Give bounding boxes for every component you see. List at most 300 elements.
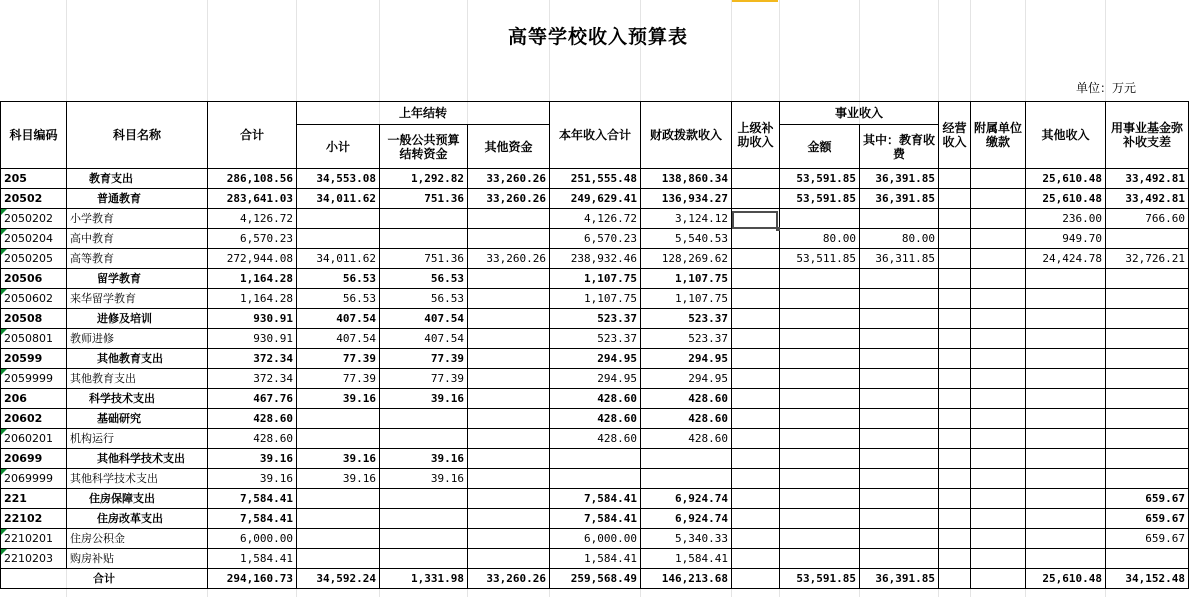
cell-value[interactable]: 659.67 [1106,489,1189,509]
cell-value[interactable] [1106,269,1189,289]
cell-value[interactable]: 56.53 [297,289,380,309]
cell-value[interactable] [780,529,860,549]
cell-value[interactable]: 39.16 [297,389,380,409]
cell-value[interactable]: 128,269.62 [641,249,732,269]
cell-value[interactable] [860,309,939,329]
cell-value[interactable]: 428.60 [641,389,732,409]
cell-value[interactable]: 5,540.53 [641,229,732,249]
cell-value[interactable] [468,349,550,369]
cell-code[interactable]: 2210203 [1,549,67,569]
cell-value[interactable]: 33,492.81 [1106,169,1189,189]
cell-value[interactable] [468,489,550,509]
header-other-income[interactable]: 其他收入 [1026,102,1106,169]
cell-value[interactable] [939,509,971,529]
cell-value[interactable]: 523.37 [641,309,732,329]
cell-value[interactable] [1106,389,1189,409]
cell-value[interactable] [971,329,1026,349]
cell-value[interactable] [297,489,380,509]
cell-value[interactable] [780,349,860,369]
cell-value[interactable] [939,489,971,509]
total-cell[interactable]: 34,592.24 [297,569,380,589]
cell-value[interactable] [1026,469,1106,489]
cell-value[interactable]: 6,000.00 [550,529,641,549]
cell-value[interactable] [468,509,550,529]
cell-name[interactable]: 小学教育 [67,209,208,229]
header-code[interactable]: 科目编码 [1,102,67,169]
cell-code[interactable]: 2050202 [1,209,67,229]
header-carryover-other[interactable]: 其他资金 [468,125,550,169]
cell-value[interactable] [468,229,550,249]
cell-value[interactable] [971,369,1026,389]
cell-value[interactable] [732,329,780,349]
cell-value[interactable] [380,549,468,569]
cell-value[interactable] [971,489,1026,509]
cell-name[interactable]: 购房补贴 [67,549,208,569]
cell-value[interactable] [860,549,939,569]
cell-value[interactable]: 1,584.41 [641,549,732,569]
cell-value[interactable] [939,309,971,329]
cell-name[interactable]: 其他科学技术支出 [67,449,208,469]
cell-value[interactable]: 56.53 [380,269,468,289]
cell-value[interactable]: 286,108.56 [208,169,297,189]
cell-code[interactable]: 2050801 [1,329,67,349]
cell-value[interactable] [1026,269,1106,289]
cell-value[interactable] [297,429,380,449]
cell-value[interactable]: 7,584.41 [550,509,641,529]
header-carryover-general[interactable]: 一般公共预算结转资金 [380,125,468,169]
cell-name[interactable]: 教育支出 [67,169,208,189]
cell-value[interactable]: 39.16 [208,469,297,489]
cell-code[interactable]: 2069999 [1,469,67,489]
cell-value[interactable] [780,409,860,429]
cell-value[interactable]: 34,553.08 [297,169,380,189]
cell-value[interactable]: 1,584.41 [208,549,297,569]
cell-value[interactable]: 53,511.85 [780,249,860,269]
cell-name[interactable]: 来华留学教育 [67,289,208,309]
cell-value[interactable] [1106,289,1189,309]
cell-name[interactable]: 住房保障支出 [67,489,208,509]
cell-value[interactable] [971,549,1026,569]
cell-code[interactable]: 2059999 [1,369,67,389]
cell-value[interactable] [939,389,971,409]
cell-value[interactable] [380,429,468,449]
cell-name[interactable]: 高等教育 [67,249,208,269]
cell-value[interactable] [641,469,732,489]
cell-value[interactable] [860,209,939,229]
cell-value[interactable]: 1,164.28 [208,269,297,289]
total-label[interactable]: 合计 [1,569,208,589]
cell-value[interactable]: 236.00 [1026,209,1106,229]
cell-value[interactable] [780,429,860,449]
cell-value[interactable]: 39.16 [297,449,380,469]
cell-name[interactable]: 住房改革支出 [67,509,208,529]
cell-value[interactable] [550,469,641,489]
cell-value[interactable] [1026,429,1106,449]
cell-name[interactable]: 进修及培训 [67,309,208,329]
cell-value[interactable]: 428.60 [550,429,641,449]
cell-value[interactable]: 39.16 [380,469,468,489]
cell-value[interactable]: 428.60 [208,409,297,429]
cell-value[interactable]: 34,011.62 [297,189,380,209]
cell-value[interactable]: 4,126.72 [208,209,297,229]
cell-value[interactable] [780,209,860,229]
cell-value[interactable]: 56.53 [380,289,468,309]
cell-value[interactable] [780,289,860,309]
cell-value[interactable] [860,289,939,309]
cell-value[interactable] [1026,409,1106,429]
cell-value[interactable] [468,549,550,569]
cell-value[interactable] [732,369,780,389]
cell-value[interactable] [380,209,468,229]
cell-value[interactable]: 407.54 [297,309,380,329]
cell-value[interactable] [780,369,860,389]
cell-value[interactable] [971,509,1026,529]
cell-value[interactable] [939,369,971,389]
cell-value[interactable] [939,409,971,429]
cell-value[interactable] [380,489,468,509]
cell-value[interactable]: 467.76 [208,389,297,409]
cell-value[interactable]: 372.34 [208,369,297,389]
cell-value[interactable]: 659.67 [1106,529,1189,549]
cell-value[interactable]: 33,260.26 [468,169,550,189]
cell-name[interactable]: 其他教育支出 [67,349,208,369]
cell-value[interactable]: 428.60 [208,429,297,449]
cell-value[interactable] [939,349,971,369]
cell-value[interactable] [971,469,1026,489]
cell-value[interactable] [780,389,860,409]
cell-value[interactable] [780,449,860,469]
cell-value[interactable]: 766.60 [1106,209,1189,229]
cell-value[interactable]: 283,641.03 [208,189,297,209]
cell-code[interactable]: 20599 [1,349,67,369]
cell-value[interactable] [732,229,780,249]
cell-value[interactable]: 24,424.78 [1026,249,1106,269]
header-operating[interactable]: 经营收入 [939,102,971,169]
cell-value[interactable] [971,269,1026,289]
cell-value[interactable]: 39.16 [297,469,380,489]
cell-value[interactable] [732,489,780,509]
cell-value[interactable]: 77.39 [380,369,468,389]
cell-value[interactable] [732,469,780,489]
cell-value[interactable]: 1,107.75 [550,289,641,309]
cell-value[interactable]: 7,584.41 [208,489,297,509]
cell-value[interactable]: 930.91 [208,329,297,349]
cell-value[interactable]: 272,944.08 [208,249,297,269]
cell-name[interactable]: 高中教育 [67,229,208,249]
cell-value[interactable] [939,269,971,289]
cell-value[interactable] [468,269,550,289]
cell-value[interactable]: 6,924.74 [641,509,732,529]
cell-value[interactable] [468,329,550,349]
cell-value[interactable] [1106,409,1189,429]
cell-value[interactable] [780,489,860,509]
cell-value[interactable] [468,469,550,489]
cell-value[interactable]: 77.39 [297,349,380,369]
cell-value[interactable] [1026,289,1106,309]
cell-code[interactable]: 20602 [1,409,67,429]
cell-code[interactable]: 2210201 [1,529,67,549]
cell-value[interactable]: 36,311.85 [860,249,939,269]
cell-value[interactable] [939,289,971,309]
cell-value[interactable]: 251,555.48 [550,169,641,189]
cell-value[interactable] [1026,309,1106,329]
cell-value[interactable] [860,329,939,349]
cell-value[interactable] [732,409,780,429]
cell-name[interactable]: 教师进修 [67,329,208,349]
cell-value[interactable] [380,409,468,429]
header-business-edu[interactable]: 其中：教育收费 [860,125,939,169]
cell-value[interactable] [297,409,380,429]
cell-value[interactable] [732,549,780,569]
cell-value[interactable] [297,209,380,229]
header-year-total[interactable]: 本年收入合计 [550,102,641,169]
cell-value[interactable]: 428.60 [641,429,732,449]
cell-value[interactable]: 294.95 [641,349,732,369]
cell-value[interactable] [971,229,1026,249]
cell-value[interactable] [550,449,641,469]
cell-value[interactable] [732,349,780,369]
cell-value[interactable] [380,529,468,549]
cell-value[interactable]: 39.16 [380,389,468,409]
cell-value[interactable] [297,529,380,549]
cell-value[interactable] [468,369,550,389]
cell-value[interactable] [732,529,780,549]
header-carryover[interactable]: 上年结转 [297,102,550,125]
cell-value[interactable] [1026,329,1106,349]
cell-value[interactable]: 34,011.62 [297,249,380,269]
cell-value[interactable] [939,449,971,469]
cell-value[interactable] [732,449,780,469]
cell-value[interactable]: 136,934.27 [641,189,732,209]
cell-value[interactable]: 3,124.12 [641,209,732,229]
cell-value[interactable]: 6,000.00 [208,529,297,549]
cell-value[interactable] [860,369,939,389]
cell-value[interactable] [1106,349,1189,369]
cell-value[interactable]: 294.95 [550,369,641,389]
cell-value[interactable] [860,469,939,489]
header-business-amount[interactable]: 金额 [780,125,860,169]
total-cell[interactable]: 146,213.68 [641,569,732,589]
cell-value[interactable] [1106,329,1189,349]
cell-value[interactable] [380,509,468,529]
cell-value[interactable]: 4,126.72 [550,209,641,229]
cell-value[interactable] [641,449,732,469]
header-fiscal[interactable]: 财政拨款收入 [641,102,732,169]
header-superior[interactable]: 上级补助收入 [732,102,780,169]
cell-code[interactable]: 2050204 [1,229,67,249]
cell-value[interactable]: 249,629.41 [550,189,641,209]
cell-value[interactable]: 949.70 [1026,229,1106,249]
cell-value[interactable] [860,389,939,409]
cell-value[interactable] [380,229,468,249]
cell-code[interactable]: 205 [1,169,67,189]
cell-value[interactable]: 80.00 [780,229,860,249]
cell-value[interactable]: 523.37 [550,329,641,349]
cell-value[interactable]: 39.16 [380,449,468,469]
total-cell[interactable] [971,569,1026,589]
cell-value[interactable]: 523.37 [550,309,641,329]
cell-value[interactable]: 930.91 [208,309,297,329]
cell-value[interactable] [732,509,780,529]
selected-cell[interactable] [732,211,778,229]
cell-value[interactable] [1026,549,1106,569]
cell-name[interactable]: 基础研究 [67,409,208,429]
cell-value[interactable]: 1,107.75 [641,289,732,309]
cell-value[interactable] [1106,369,1189,389]
cell-code[interactable]: 20508 [1,309,67,329]
cell-value[interactable] [939,209,971,229]
cell-name[interactable]: 留学教育 [67,269,208,289]
cell-value[interactable]: 7,584.41 [550,489,641,509]
cell-value[interactable]: 53,591.85 [780,189,860,209]
cell-name[interactable]: 普通教育 [67,189,208,209]
cell-value[interactable] [860,449,939,469]
cell-value[interactable] [468,209,550,229]
cell-value[interactable] [468,429,550,449]
cell-value[interactable]: 39.16 [208,449,297,469]
cell-value[interactable]: 407.54 [380,309,468,329]
cell-value[interactable] [732,429,780,449]
cell-value[interactable]: 36,391.85 [860,169,939,189]
cell-value[interactable]: 751.36 [380,249,468,269]
header-carryover-subtotal[interactable]: 小计 [297,125,380,169]
cell-value[interactable] [1106,549,1189,569]
cell-code[interactable]: 2050205 [1,249,67,269]
total-cell[interactable]: 259,568.49 [550,569,641,589]
cell-value[interactable] [939,229,971,249]
cell-value[interactable] [971,309,1026,329]
cell-name[interactable]: 住房公积金 [67,529,208,549]
cell-value[interactable] [939,189,971,209]
cell-code[interactable]: 206 [1,389,67,409]
cell-value[interactable]: 751.36 [380,189,468,209]
cell-value[interactable] [468,289,550,309]
cell-value[interactable]: 659.67 [1106,509,1189,529]
total-cell[interactable]: 25,610.48 [1026,569,1106,589]
cell-value[interactable]: 33,260.26 [468,189,550,209]
cell-value[interactable]: 33,492.81 [1106,189,1189,209]
cell-value[interactable] [939,549,971,569]
cell-value[interactable] [939,529,971,549]
total-cell[interactable]: 294,160.73 [208,569,297,589]
cell-value[interactable] [939,329,971,349]
header-total[interactable]: 合计 [208,102,297,169]
cell-name[interactable]: 其他科学技术支出 [67,469,208,489]
total-cell[interactable]: 33,260.26 [468,569,550,589]
cell-value[interactable]: 407.54 [380,329,468,349]
cell-value[interactable]: 36,391.85 [860,189,939,209]
cell-value[interactable] [732,249,780,269]
cell-value[interactable]: 25,610.48 [1026,189,1106,209]
cell-value[interactable]: 6,570.23 [208,229,297,249]
cell-value[interactable] [468,409,550,429]
cell-code[interactable]: 2050602 [1,289,67,309]
cell-value[interactable]: 32,726.21 [1106,249,1189,269]
cell-value[interactable] [780,549,860,569]
cell-value[interactable] [860,269,939,289]
cell-value[interactable]: 53,591.85 [780,169,860,189]
cell-name[interactable]: 科学技术支出 [67,389,208,409]
fill-handle[interactable] [776,227,780,231]
cell-value[interactable] [468,529,550,549]
cell-value[interactable] [971,409,1026,429]
cell-value[interactable] [297,549,380,569]
cell-value[interactable]: 1,164.28 [208,289,297,309]
cell-value[interactable] [971,529,1026,549]
cell-value[interactable] [860,409,939,429]
cell-value[interactable] [468,309,550,329]
cell-value[interactable]: 523.37 [641,329,732,349]
cell-value[interactable] [971,209,1026,229]
cell-value[interactable] [732,389,780,409]
cell-value[interactable] [1026,369,1106,389]
cell-code[interactable]: 20699 [1,449,67,469]
cell-value[interactable] [1026,449,1106,469]
cell-value[interactable] [780,329,860,349]
cell-value[interactable] [297,229,380,249]
header-fund[interactable]: 用事业基金弥补收支差 [1106,102,1189,169]
cell-value[interactable] [1026,529,1106,549]
cell-value[interactable]: 294.95 [550,349,641,369]
cell-value[interactable] [939,429,971,449]
cell-code[interactable]: 22102 [1,509,67,529]
cell-value[interactable] [1106,449,1189,469]
cell-value[interactable]: 407.54 [297,329,380,349]
cell-value[interactable] [1106,309,1189,329]
total-cell[interactable]: 34,152.48 [1106,569,1189,589]
cell-value[interactable]: 7,584.41 [208,509,297,529]
cell-value[interactable]: 428.60 [550,389,641,409]
cell-value[interactable]: 80.00 [860,229,939,249]
cell-value[interactable]: 428.60 [641,409,732,429]
cell-value[interactable] [971,349,1026,369]
cell-value[interactable] [1026,389,1106,409]
cell-value[interactable]: 1,107.75 [550,269,641,289]
total-cell[interactable]: 36,391.85 [860,569,939,589]
cell-value[interactable] [939,469,971,489]
cell-value[interactable] [971,429,1026,449]
cell-code[interactable]: 2060201 [1,429,67,449]
cell-value[interactable]: 428.60 [550,409,641,429]
cell-value[interactable]: 77.39 [380,349,468,369]
cell-code[interactable]: 221 [1,489,67,509]
cell-code[interactable]: 20502 [1,189,67,209]
cell-value[interactable] [780,269,860,289]
cell-value[interactable]: 1,107.75 [641,269,732,289]
cell-value[interactable] [1106,429,1189,449]
total-cell[interactable]: 1,331.98 [380,569,468,589]
cell-value[interactable] [939,169,971,189]
total-cell[interactable] [939,569,971,589]
cell-value[interactable] [780,309,860,329]
cell-value[interactable] [732,309,780,329]
cell-value[interactable] [1026,349,1106,369]
cell-value[interactable] [1026,489,1106,509]
cell-value[interactable] [1026,509,1106,529]
cell-value[interactable] [297,509,380,529]
cell-value[interactable] [732,189,780,209]
cell-value[interactable] [860,429,939,449]
cell-value[interactable] [1106,469,1189,489]
cell-value[interactable] [971,289,1026,309]
cell-value[interactable] [468,389,550,409]
cell-value[interactable] [971,189,1026,209]
cell-value[interactable] [971,169,1026,189]
cell-value[interactable]: 238,932.46 [550,249,641,269]
cell-value[interactable]: 6,924.74 [641,489,732,509]
cell-value[interactable] [732,269,780,289]
cell-value[interactable] [971,389,1026,409]
